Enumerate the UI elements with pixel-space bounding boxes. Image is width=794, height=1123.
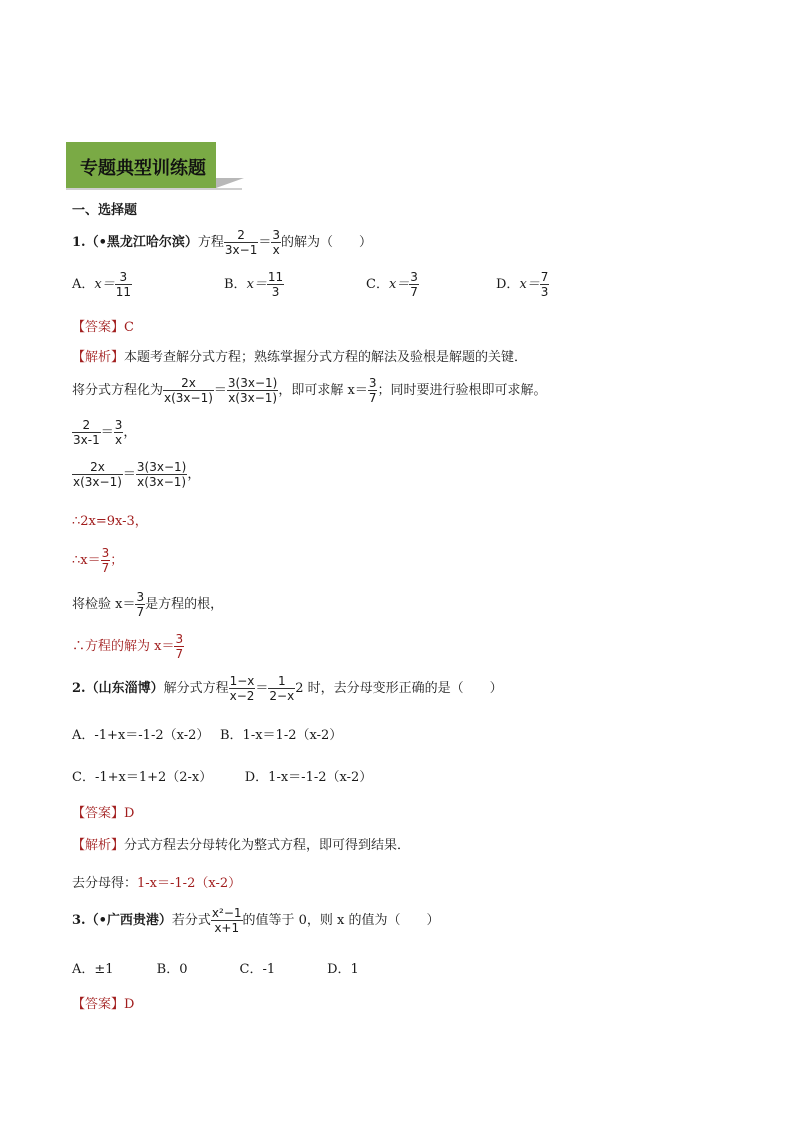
q1-work-line-4: ∴x＝ $\frac{3}{7}$ ； — [72, 546, 124, 575]
banner-shadow-bar — [66, 188, 242, 190]
q1-work-line-2: $\frac{2x}{x(3x-1)}$ ＝ $\frac{3(3x-1)}{x(3x-1)}$ ， — [73, 460, 201, 489]
q3-answer: 【答案】D — [72, 997, 135, 1012]
q2-answer: 【答案】D — [72, 806, 135, 821]
q1-option-d: D．x＝ $\frac{7}{3}$ — [496, 270, 549, 299]
question-3: 3.（•广西贵港）若分式 $\frac{\text{x²−1}}{x+1}$ 的值等于 0，则 x 的值为（ ） — [72, 906, 440, 935]
banner-title: 专题典型训练题 — [80, 158, 206, 179]
q1-eq-right: $\frac{3}{x}$ — [272, 228, 280, 257]
q2-options-cd: C．-1+x＝1+2（2-x） D．1-x＝-1-2（x-2） — [72, 770, 373, 785]
q2-analysis: 【解析】分式方程去分母转化为整式方程，即可得到结果． — [72, 838, 411, 853]
q1-analysis: 【解析】本题考查解分式方程；熟练掌握分式方程的解法及验根是解题的关键． — [72, 350, 528, 365]
q1-prefix: 方程 — [197, 235, 224, 250]
q1-work-line-1: $\frac{2}{3x-1}$ ＝ $\frac{3}{x}$ ， — [73, 418, 137, 447]
q1-number: 1. — [72, 235, 86, 250]
q2-options-ab: A．-1+x＝-1-2（x-2） B．1-x＝1-2（x-2） — [72, 728, 343, 743]
q1-option-b: B．x＝ $\frac{11}{3}$ — [224, 270, 284, 299]
section-banner — [66, 142, 216, 188]
q2-step: 去分母得：1-x＝-1-2（x-2） — [72, 876, 242, 891]
q3-options: A．±1 B．0 C．-1 D．1 — [72, 962, 359, 977]
q1-step1: 将分式方程化为 $\frac{2x}{x(3x-1)}$ ＝ $\frac{3(3x-1)}{x(3x-1)}$ ，即可求解 x＝ $\frac{3}{7}$ ；同时要进行验根即可求解。 — [72, 376, 547, 405]
q1-answer: 【答案】C — [72, 320, 134, 335]
question-2: 2.（山东淄博）解分式方程 $\frac{1-x}{x-2}$ ＝ $\frac{1}{2-x}$ 2 时，去分母变形正确的是（ ） — [72, 674, 503, 703]
question-1: 1.（•黑龙江哈尔滨）方程 $\frac{2}{3x-1}$ ＝ $\frac{3}{x}$ 的解为（ ） — [72, 228, 373, 257]
q1-suffix: 的解为（ ） — [281, 235, 373, 250]
q1-eq-left: $\frac{2}{3x-1}$ — [224, 228, 258, 257]
q1-source: （•黑龙江哈尔滨） — [85, 235, 198, 250]
q1-work-line-3: ∴2x=9x-3， — [72, 514, 148, 529]
q1-work-line-5: 将检验 x＝ $\frac{3}{7}$ 是方程的根， — [72, 590, 224, 619]
section-title: 一、选择题 — [72, 203, 138, 218]
q1-option-c: C．x＝ $\frac{3}{7}$ — [366, 270, 418, 299]
banner-shadow — [216, 178, 244, 188]
q1-work-line-6: ∴方程的解为 x＝ $\frac{3}{7}$ — [72, 632, 184, 661]
q1-option-a: A．x＝ $\frac{3}{11}$ — [72, 270, 132, 299]
